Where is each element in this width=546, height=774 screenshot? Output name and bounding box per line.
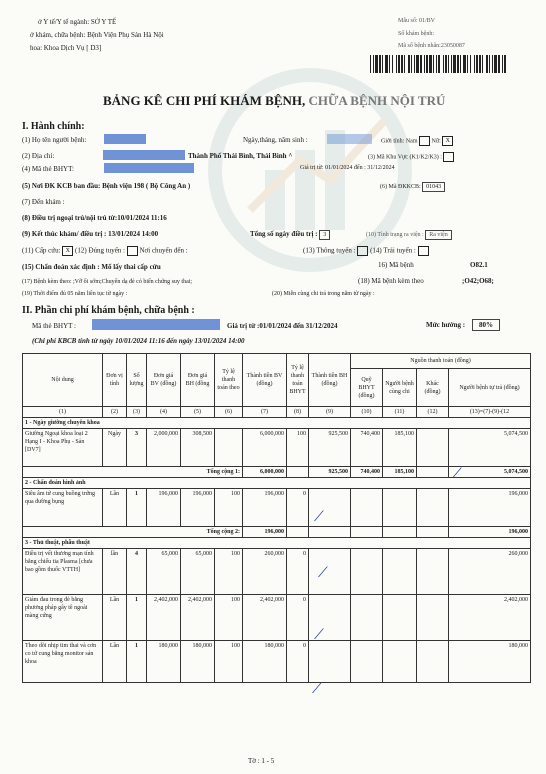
th-ratio: Tỷ lệ thanh toán theo <box>215 354 243 407</box>
group-title: 2 - Chẩn đoán hình ảnh <box>23 478 531 489</box>
dept-line: ở Y tế/Y tế ngành: SỞ Y TẾ <box>38 18 117 26</box>
facility-line: ở khám, chữa bệnh: Bệnh Viện Phụ Sản Hà Nội <box>30 31 164 39</box>
subtotal-label: Tổng cộng 2: <box>23 527 243 538</box>
diagnosis: (15) Chẩn đoán xác định : Mổ lấy thai cấp cứu <box>22 263 161 271</box>
subtotal-empty <box>417 467 449 478</box>
table-row <box>23 641 531 683</box>
record-number: Số khám bệnh: <box>398 31 434 37</box>
cell-price-bh: 65,000 <box>181 549 215 595</box>
subtotal-patient: 196,000 <box>449 527 531 538</box>
route-row <box>303 246 429 256</box>
address-label: (2) Địa chỉ: <box>22 152 55 160</box>
coverage-rate: 80% <box>472 319 500 331</box>
cell-price-bh: 308,500 <box>181 429 215 467</box>
subtotal-amount-bh <box>309 527 351 538</box>
cell-amount-bv: 196,000 <box>243 489 287 527</box>
gender-label <box>381 136 453 146</box>
cell-other <box>417 429 449 467</box>
check-mark: ⟋ <box>452 466 462 482</box>
column-number-row <box>23 407 531 418</box>
check-mark: ⟋ <box>312 681 322 697</box>
cell-price-bv: 2,402,000 <box>147 595 181 641</box>
title-part-1: BẢNG KÊ CHI PHÍ KHÁM BỆNH, <box>103 93 306 108</box>
copay-exempt-label: (20) Miễn cùng chi trả trong năm từ ngày : <box>272 291 375 297</box>
barcode <box>370 55 510 73</box>
cost-period: (Chi phí KBCB tính từ ngày 10/01/2024 11:16 đến ngày 13/01/2024 14:00 <box>32 337 245 345</box>
cell-ratio-bhyt: 0 <box>287 595 309 641</box>
gender-male-label: Giới tính: Nam <box>381 138 418 145</box>
column-number: (9) <box>309 407 351 418</box>
region-box <box>443 152 454 162</box>
redacted-dob <box>327 134 372 144</box>
icd-code: O82.1 <box>470 261 488 269</box>
dkkcb-value: 01043 <box>422 182 445 192</box>
dob-label: Ngày,tháng, năm sinh : <box>243 136 308 144</box>
th-fund: Quỹ BHYT (đồng) <box>351 369 383 407</box>
cell-ratio-bhyt: 0 <box>287 489 309 527</box>
cell-ratio: 100 <box>215 549 243 595</box>
subtotal-copay: 185,100 <box>383 467 417 478</box>
column-number: (8) <box>287 407 309 418</box>
emergency-box: X <box>62 246 73 256</box>
cell-fund: 740,400 <box>351 429 383 467</box>
cell-patient: 196,000 <box>449 489 531 527</box>
cell-price-bv: 65,000 <box>147 549 181 595</box>
column-number: (12) <box>417 407 449 418</box>
cost-card-label: Mã thẻ BHYT : <box>32 322 77 330</box>
comorbidity: (17) Bệnh kèm theo: ;Vỡ ối sớm;Chuyển dạ đẻ có biến chứng suy thai; <box>22 279 193 285</box>
cell-other <box>417 595 449 641</box>
discharge-value: Ra viện <box>425 230 452 240</box>
insurance-card-label: (4) Mã thẻ BHYT: <box>22 165 74 173</box>
group-title: 3 - Thủ thuật, phẫu thuật <box>23 538 531 549</box>
cost-section-title: II. Phần chi phí khám bệnh, chữa bệnh : <box>22 305 195 316</box>
cell-qty: 4 <box>127 549 147 595</box>
group-row <box>23 538 531 549</box>
table-row <box>23 429 531 467</box>
column-number: (10) <box>351 407 383 418</box>
group-title: 1 - Ngày giường chuyên khoa <box>23 418 531 429</box>
column-number: (1) <box>23 407 103 418</box>
cell-price-bv: 196,000 <box>147 489 181 527</box>
document-title <box>103 93 445 109</box>
region-text: (3) Mã Khu Vực (K1/K2/K3) : <box>368 154 442 161</box>
cell-fund <box>351 641 383 683</box>
coverage-rate-label: Mức hưởng : <box>426 321 466 329</box>
form-number: Mẫu số: 01/BV <box>398 18 436 24</box>
th-price-bv: Đơn giá BV (đồng) <box>147 354 181 407</box>
cell-qty: 3 <box>127 429 147 467</box>
column-number: (13)=(7)-(9)-(12 <box>449 407 531 418</box>
cell-unit: lần <box>103 549 127 595</box>
subtotal-row <box>23 527 531 538</box>
five-year-label: (19) Thời điểm đủ 05 năm liên tục từ ngày : <box>22 291 128 297</box>
emergency-row <box>22 246 188 256</box>
address-value: Thành Phố Thái Bình, Thái Bình ^ <box>188 152 293 160</box>
subtotal-fund: 740,400 <box>351 467 383 478</box>
patient-code: Mã số bệnh nhân:23050087 <box>398 43 465 49</box>
cell-qty: 1 <box>127 489 147 527</box>
total-days <box>250 230 330 240</box>
male-checkbox <box>419 136 430 146</box>
cell-qty: 1 <box>127 641 147 683</box>
cell-copay <box>383 641 417 683</box>
discharge-label: (10) Tình trạng ra viện : <box>366 232 424 238</box>
cell-ratio: 100 <box>215 489 243 527</box>
table-row <box>23 549 531 595</box>
cell-amount-bv: 6,000,000 <box>243 429 287 467</box>
cell-amount-bv: 260,000 <box>243 549 287 595</box>
redacted-card <box>104 163 194 173</box>
cell-unit: Lần <box>103 641 127 683</box>
th-amount-bh: Thành tiền BH (đồng) <box>309 354 351 407</box>
correct-route-label: (12) Đúng tuyến : <box>75 246 125 255</box>
referral-label: Nơi chuyển đến : <box>139 246 188 255</box>
region-label <box>368 152 454 162</box>
wrong-route-label: (14) Trái tuyến : <box>370 246 416 255</box>
cell-qty: 1 <box>127 595 147 641</box>
item-name: Theo dõi nhịp tim thai và cơn co tử cung bằng monitor sản khoa <box>23 641 103 683</box>
table-header-row-1 <box>23 354 531 369</box>
cost-card-validity: Giá trị từ :01/01/2024 đến 31/12/2024 <box>227 322 338 330</box>
item-name: Siêu âm tử cung buồng trứng qua đường bụng <box>23 489 103 527</box>
group-row <box>23 418 531 429</box>
th-ratio-bhyt: Tỷ lệ thanh toán BHYT <box>287 354 309 407</box>
column-number: (5) <box>181 407 215 418</box>
cell-unit: Lần <box>103 595 127 641</box>
cell-amount-bv: 180,000 <box>243 641 287 683</box>
table-row <box>23 595 531 641</box>
icd-label: 16) Mã bệnh <box>378 261 414 269</box>
cell-ratio-bhyt: 0 <box>287 549 309 595</box>
th-qty: Số lượng <box>127 354 147 407</box>
cell-other <box>417 549 449 595</box>
item-name: Điều trị vết thương mạn tính bằng chiếu tia Plasma [chưa bao gồm thuốc VTTH] <box>23 549 103 595</box>
cost-table <box>22 353 531 683</box>
column-number: (3) <box>127 407 147 418</box>
cell-amount-bh <box>309 549 351 595</box>
title-part-2: CHỮA BỆNH NỘI TRÚ <box>308 93 446 108</box>
admin-section-title: I. Hành chính: <box>22 121 85 132</box>
check-mark: ⟋ <box>314 627 324 643</box>
comorbidity-code-label: (18) Mã bệnh kèm theo <box>358 277 424 285</box>
column-number: (7) <box>243 407 287 418</box>
th-other: Khác (đồng) <box>417 369 449 407</box>
cell-copay <box>383 595 417 641</box>
dkkcb-label <box>380 182 445 192</box>
th-price-bh: Đơn giá BH (đồng <box>181 354 215 407</box>
cell-unit: Ngày <box>103 429 127 467</box>
visit-label: (7) Đến khám : <box>22 198 65 206</box>
treatment-start: (8) Điều trị ngoại trú/nội trú từ:10/01/2024 11:16 <box>22 214 167 222</box>
item-name: Giường Ngoại khoa loại 2 Hạng I - Khoa Phụ - Sản [DV7] <box>23 429 103 467</box>
cell-ratio: 100 <box>215 641 243 683</box>
cross-route-label: (13) Thông tuyến : <box>303 246 356 255</box>
card-validity: Giá trị từ: 01/01/2024 đến : 31/12/2024 <box>300 165 395 171</box>
cell-patient: 260,000 <box>449 549 531 595</box>
check-mark: ⟋ <box>318 565 328 581</box>
subtotal-empty <box>287 467 309 478</box>
cell-ratio: 100 <box>215 595 243 641</box>
subtotal-label: Tổng cộng 1: <box>23 467 243 478</box>
cell-patient: 2,402,000 <box>449 595 531 641</box>
th-copay: Người bệnh cùng chi <box>383 369 417 407</box>
cell-price-bh: 196,000 <box>181 489 215 527</box>
cell-other <box>417 489 449 527</box>
treatment-end: (9) Kết thúc khám/ điều trị : 13/01/2024 14:00 <box>22 230 159 238</box>
subtotal-patient: 5,074,500 <box>449 467 531 478</box>
unit-line: hoa: Khoa Dịch Vụ [ D3] <box>30 44 102 52</box>
cell-unit: Lần <box>103 489 127 527</box>
comorbidity-codes: ;O42;O68; <box>462 277 494 285</box>
redacted-name <box>104 134 146 144</box>
th-unit: Đơn vị tính <box>103 354 127 407</box>
column-number: (11) <box>383 407 417 418</box>
dkkcb-text: (6) Mã ĐKKCB: <box>380 184 421 190</box>
primary-registration: (5) Nơi ĐK KCB ban đầu: Bệnh viện 198 ( Bộ Công An ) <box>22 182 191 190</box>
subtotal-empty <box>417 527 449 538</box>
redacted-card-2 <box>92 319 220 330</box>
wrong-route-box <box>418 246 429 256</box>
cell-price-bv: 180,000 <box>147 641 181 683</box>
redacted-address <box>103 150 185 160</box>
emergency-label: (11) Cấp cứu: <box>22 246 61 255</box>
cell-price-bh: 180,000 <box>181 641 215 683</box>
cell-ratio <box>215 429 243 467</box>
discharge-status <box>366 230 452 240</box>
cell-fund <box>351 549 383 595</box>
cell-ratio-bhyt: 100 <box>287 429 309 467</box>
th-content: Nội dung <box>23 354 103 407</box>
cell-price-bv: 2,000,000 <box>147 429 181 467</box>
th-patient: Người bệnh tự trả (đồng) <box>449 369 531 407</box>
item-name: Giảm đau trong đẻ bằng phương pháp gây tê ngoài màng cứng <box>23 595 103 641</box>
patient-name-label: (1) Họ tên người bệnh: <box>22 136 87 144</box>
column-number: (4) <box>147 407 181 418</box>
cell-other <box>417 641 449 683</box>
cross-route-box <box>357 246 368 256</box>
column-number: (6) <box>215 407 243 418</box>
subtotal-fund <box>351 527 383 538</box>
th-amount-bv: Thành tiền BV (đồng) <box>243 354 287 407</box>
cell-copay: 185,100 <box>383 429 417 467</box>
column-number: (2) <box>103 407 127 418</box>
female-checkbox: X <box>442 136 453 146</box>
check-mark: ⟋ <box>314 509 324 525</box>
page-number: Tờ : 1 - 5 <box>248 757 275 765</box>
cell-copay <box>383 489 417 527</box>
subtotal-amount-bv: 196,000 <box>243 527 287 538</box>
th-sources: Nguồn thanh toán (đồng) <box>351 354 531 369</box>
cell-fund <box>351 489 383 527</box>
table-row <box>23 489 531 527</box>
cell-amount-bh: 925,500 <box>309 429 351 467</box>
total-days-value: 3 <box>319 230 330 240</box>
total-days-label: Tổng số ngày điều trị : <box>250 230 318 238</box>
cell-amount-bv: 2,402,000 <box>243 595 287 641</box>
subtotal-amount-bh: 925,500 <box>309 467 351 478</box>
cell-fund <box>351 595 383 641</box>
gender-female-label: Nữ: <box>431 138 441 145</box>
subtotal-amount-bv: 6,000,000 <box>243 467 287 478</box>
cell-copay <box>383 549 417 595</box>
cell-ratio-bhyt: 0 <box>287 641 309 683</box>
correct-route-box <box>127 246 138 256</box>
cell-patient: 5,074,500 <box>449 429 531 467</box>
subtotal-empty <box>287 527 309 538</box>
cell-patient: 180,000 <box>449 641 531 683</box>
cell-amount-bh <box>309 641 351 683</box>
cell-price-bh: 2,402,000 <box>181 595 215 641</box>
subtotal-copay <box>383 527 417 538</box>
